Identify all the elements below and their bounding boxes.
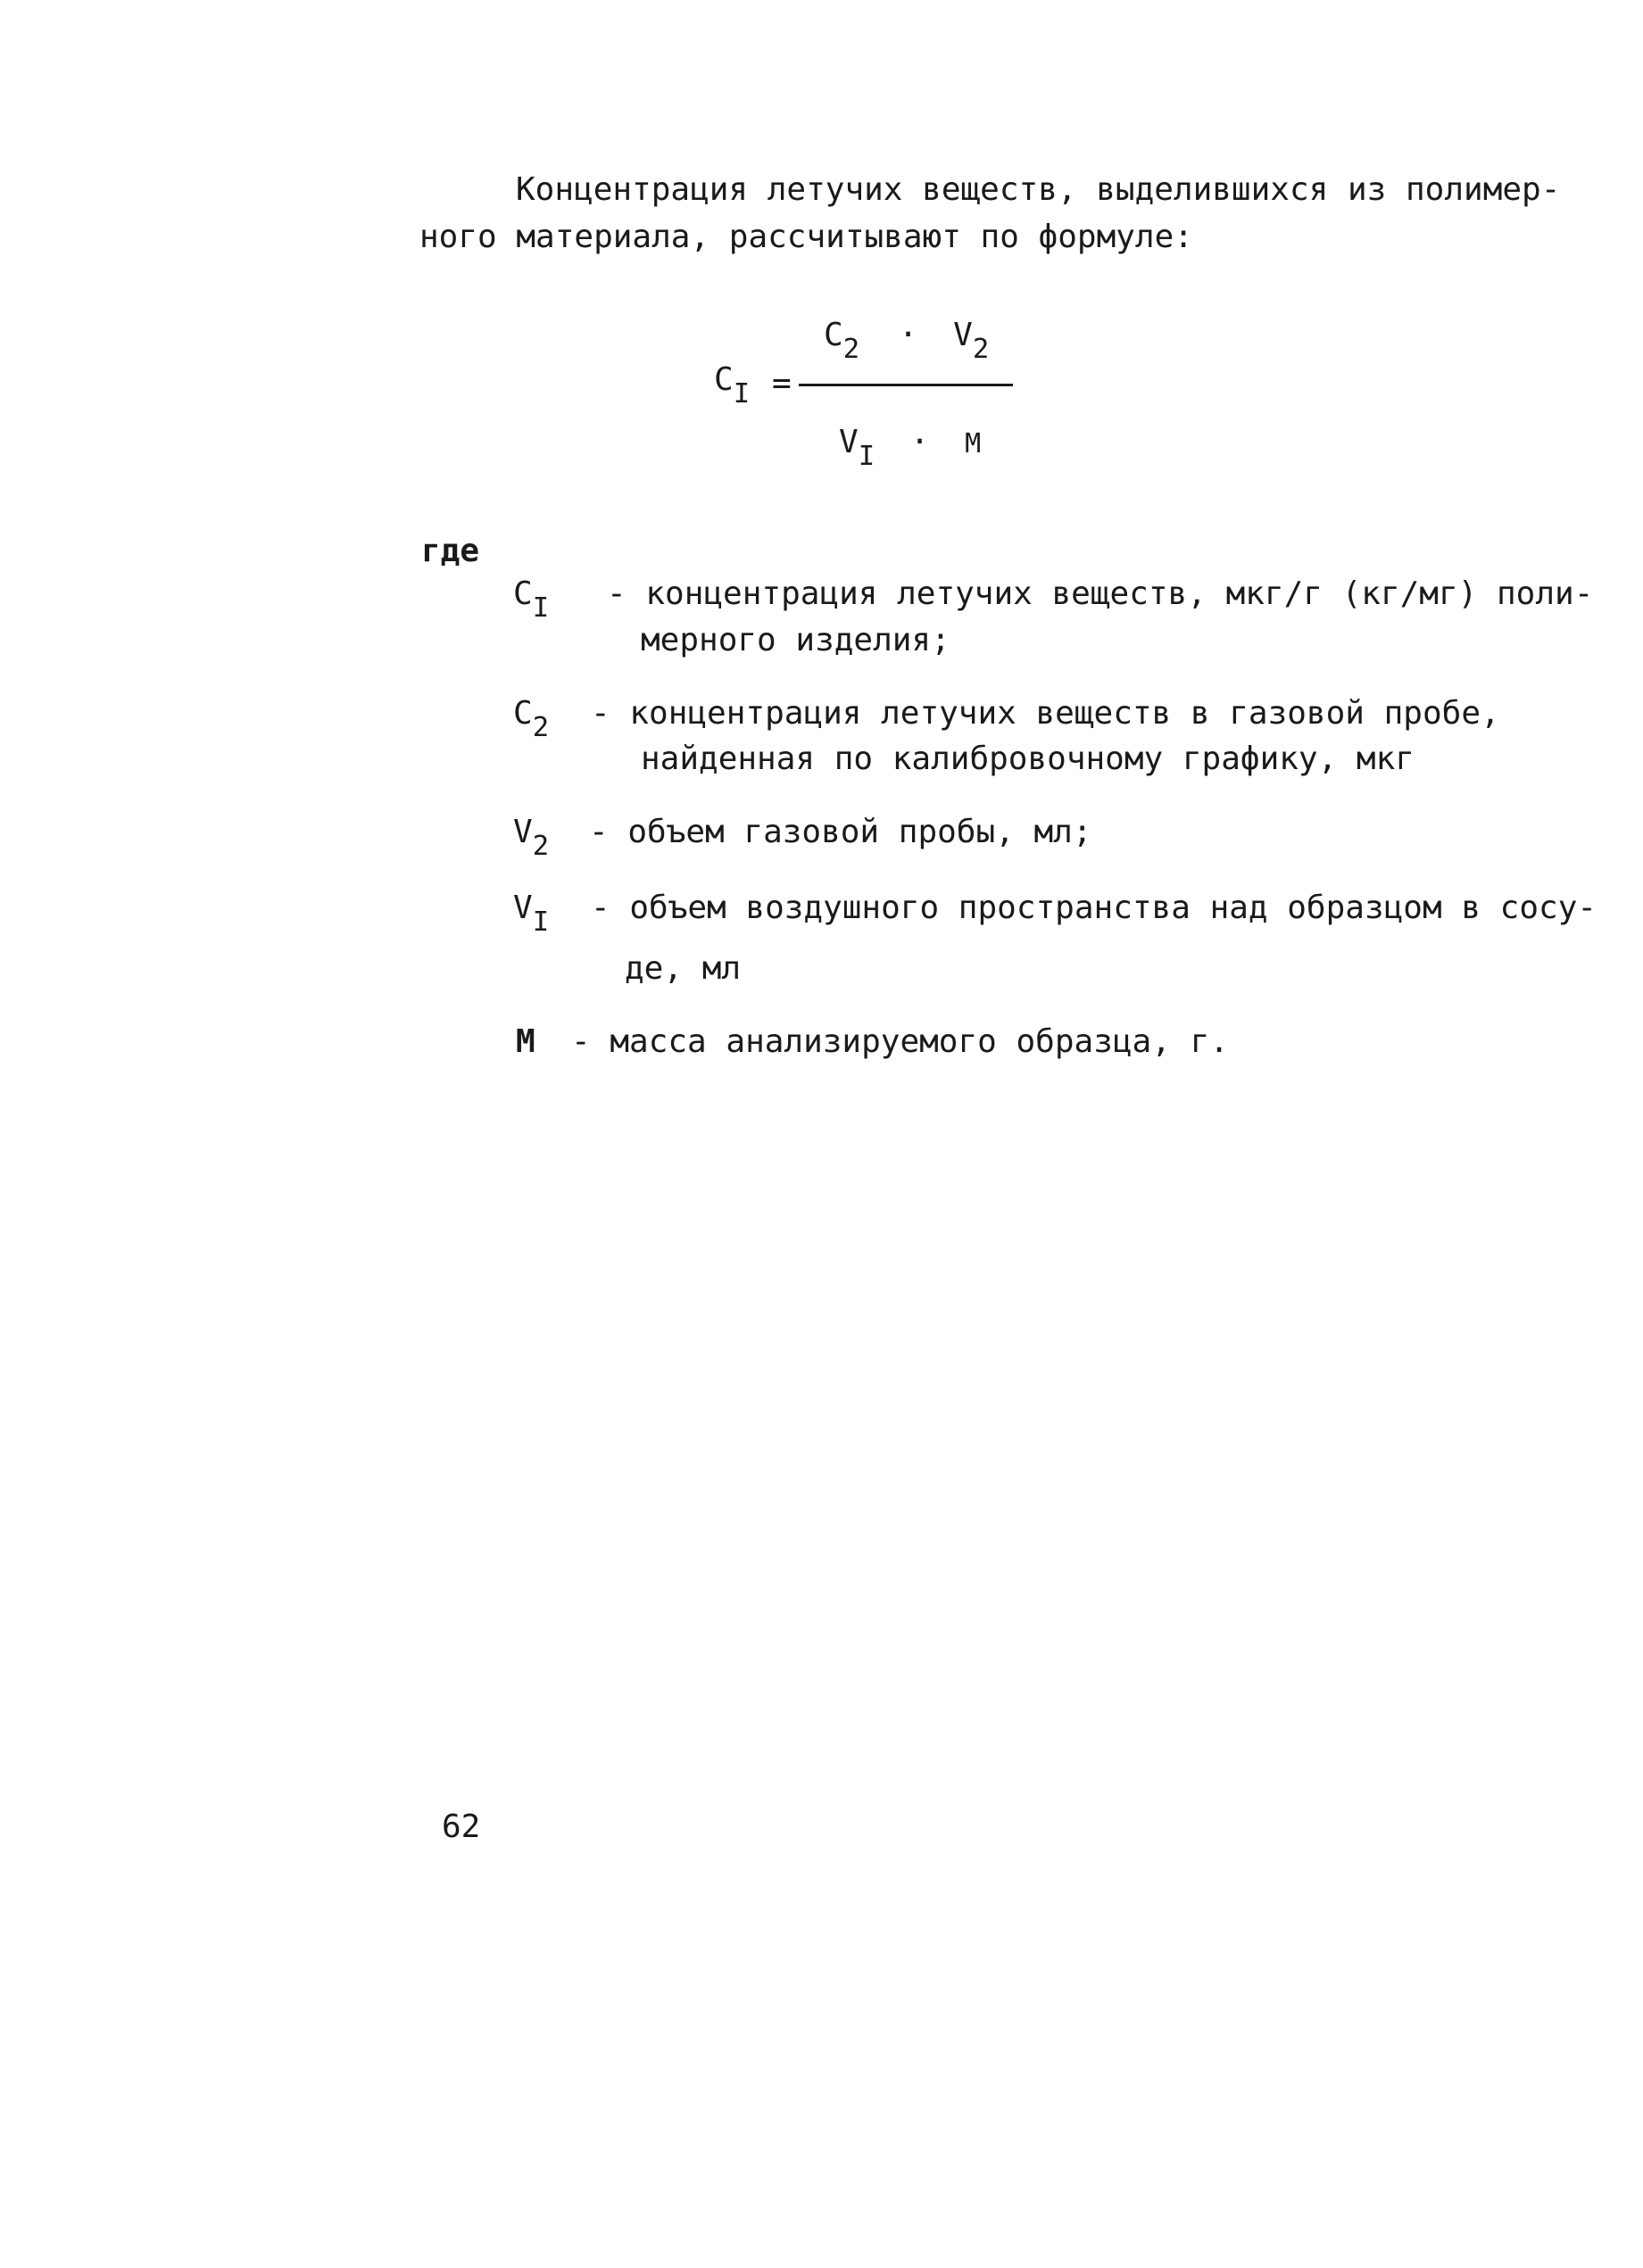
where-label: где [421, 533, 480, 569]
definition-text: - концентрация летучих веществ, мкг/г (кг/мг) поли- [607, 575, 1594, 612]
definition-symbol: $C_I$ [513, 575, 550, 624]
definition-symbol: $V_2$ [513, 814, 550, 862]
definition-text: - объем воздушного пространства над образцом в сосу- [591, 890, 1597, 926]
formula-lhs: $C_I$ [714, 361, 751, 410]
formula-denominator: $V_I \cdot M$ [839, 424, 982, 472]
formula-equals: = [772, 365, 792, 401]
definition-text: - концентрация летучих веществ в газовой пробе, [591, 695, 1500, 732]
intro-line-2: ного материала, рассчитывают по формуле: [419, 219, 1193, 255]
definition-text: де, мл [625, 950, 742, 987]
definition-symbol: $C_2$ [513, 695, 550, 743]
definition-text: найденная по калибровочному графику, мкг [641, 741, 1415, 777]
definition-text: мерного изделия; [641, 622, 950, 658]
definition-text: - масса анализируемого образца, г. [571, 1023, 1229, 1060]
definition-text: - объем газовой пробы, мл; [589, 814, 1092, 850]
intro-line-1: Концентрация летучих веществ, выделившихся из полимер- [516, 171, 1561, 208]
formula-numerator: $C_2 \cdot V_2$ [824, 317, 990, 365]
page-number: 62 [442, 1809, 481, 1845]
definition-symbol: M [516, 1023, 535, 1060]
definition-symbol: $V_I$ [513, 890, 550, 938]
fraction-bar [799, 384, 1013, 386]
